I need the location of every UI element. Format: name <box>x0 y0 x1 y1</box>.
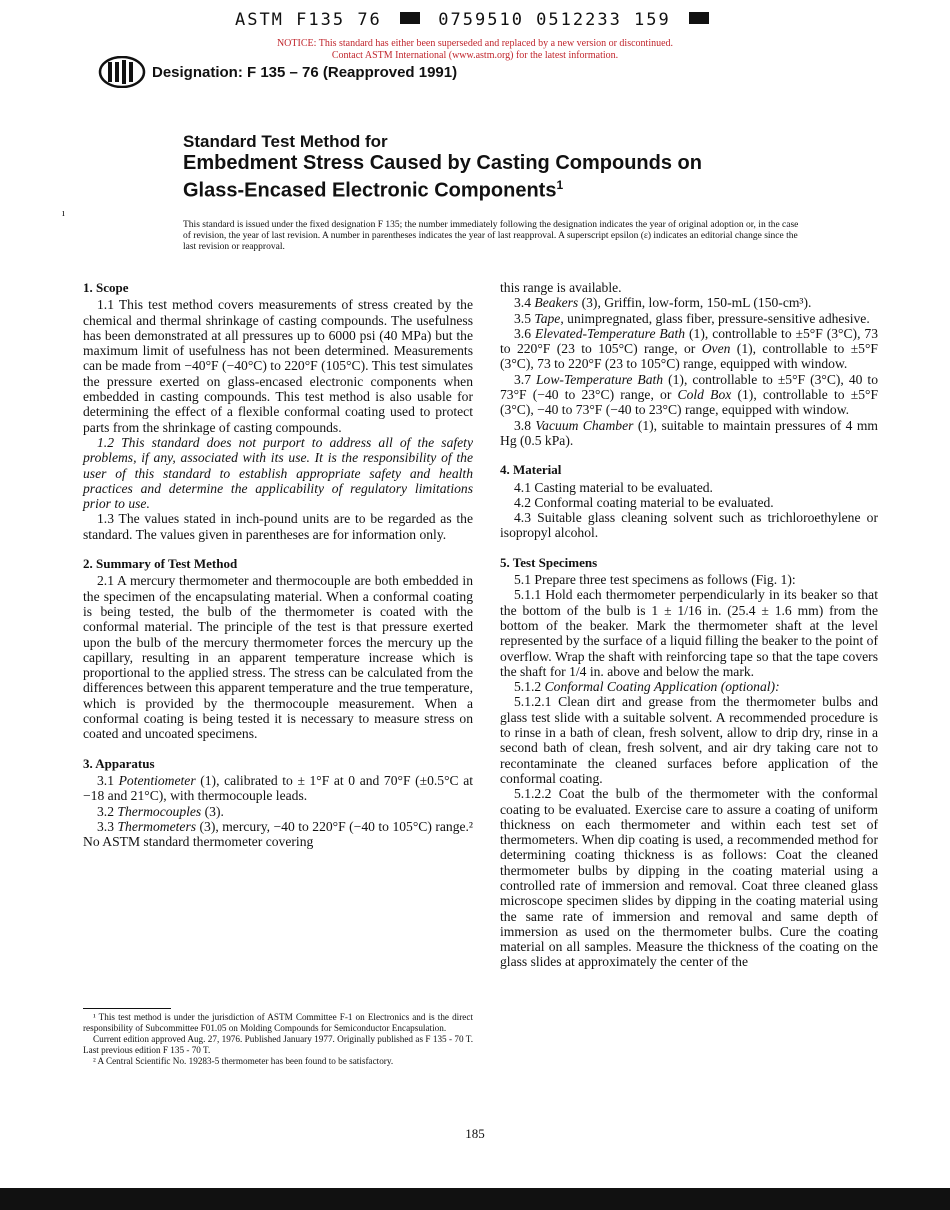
paragraph-3-5: 3.5 Tape, unimpregnated, glass fiber, pressure-sensitive adhesive. <box>514 310 870 326</box>
left-column <box>83 280 473 1110</box>
paragraph-5-1: 5.1 Prepare three test specimens as follows (Fig. 1): <box>514 572 796 588</box>
document-title <box>183 132 883 202</box>
paragraph-1-2: 1.2 This standard does not purport to address all of the safety problems, if any, associated with its use. It is the responsibility of the user of this standard to establish appropriate safety and health practices and determine the applicability of regulatory limitations prior to use. <box>83 434 473 512</box>
title-prefix: Standard Test Method for <box>183 132 388 151</box>
right-column <box>500 280 878 970</box>
paragraph-3-3: 3.3 Thermometers (3), mercury, −40 to 220°F (−40 to 105°C) range.² No ASTM standard thermometer covering <box>83 818 474 850</box>
scan-bottom-edge <box>0 1188 950 1210</box>
paragraph-1-1: 1.1 This test method covers measurements of stress created by the chemical and thermal shrinkage of casting compounds. The usefulness has been demonstrated at all pressures up to 6000 psi (40 MPa) but the maximum limit of usefulness has not been determined. Measurements can be made from −40°F (−40°C) to 220°F (105°C). This test simulates the pressure exerted on glass-encased electronic components when embedded in casting compounds. This test method is also usable for determining the effect of a flexible conformal coating used to protect parts from the shrinkage of casting compounds. <box>83 297 473 435</box>
section-heading-material: 4. Material <box>500 462 562 478</box>
designation: Designation: F 135 – 76 (Reapproved 1991) <box>152 64 458 81</box>
footnote: ² A Central Scientific No. 19283-5 thermometer has been found to be satisfactory. <box>93 1056 394 1066</box>
astm-logo <box>98 56 146 88</box>
footnotes <box>83 1008 473 1067</box>
paragraph-3-8: 3.8 Vacuum Chamber (1), suitable to maintain pressures of 4 mm Hg (0.5 kPa). <box>500 417 879 448</box>
paragraph-5-1-2-1: 5.1.2.1 Clean dirt and grease from the thermometer bulbs and glass test slide with a suitable solvent. A recommended procedure is to rinse in a bath of clean, fresh solvent, allow to drip dry, rinse in a second bath of clean, fresh solvent, and air dry taking care not to recontaminate the cleaned surfaces before application of the conformal coating. <box>500 694 878 786</box>
document-code-part1: ASTM F135 76 <box>234 10 382 30</box>
issuance-note: This standard is issued under the fixed designation F 135; the number immediately following the designation indicates the year of original adoption or, in the case of revision, the year of last revision. A number in parentheses indicates the year of last reapproval. A superscript epsilon (ε) indicates an editorial change since the last revision or reapproval. <box>183 220 799 252</box>
footnote: ¹ This test method is under the jurisdiction of ASTM Committee F-1 on Electronics and is the direct responsibility of Subcommittee F01.05 on Molding Compounds for Semiconductor Encapsulation. <box>83 1012 473 1033</box>
paragraph-4-2: 4.2 Conformal coating material to be evaluated. <box>514 494 774 510</box>
section-heading-summary: 2. Summary of Test Method <box>83 556 238 572</box>
page-number: 185 <box>465 1126 485 1141</box>
paragraph-5-1-2: 5.1.2 Conformal Coating Application (optional): <box>514 679 780 695</box>
paragraph-5-1-2-2: 5.1.2.2 Coat the bulb of the thermometer with the conformal coating to be evaluated. Exercise care to assure a coating of uniform thickness on each thermometer and within each test set of thermometers. When dip coating is used, a recommended method for determining coating thickness is as follows: Coat the cleaned thermometer bulbs by dipping in the coating material using a controlled rate of immersion and removal. Coat three cleaned glass microscope specimen slides by dipping in the coating material using the same rate of immersion and removal and same depth of immersion as used on the thermometer bulbs. Cure the coating material on all samples. Measure the thickness of the coating on the glass slides at approximately the center of the <box>500 786 878 970</box>
paragraph-4-1: 4.1 Casting material to be evaluated. <box>514 479 713 495</box>
paragraph-3-1: 3.1 Potentiometer (1), calibrated to ± 1°F at 0 and 70°F (±0.5°C at −18 and 21°C), with thermocouple leads. <box>83 772 474 804</box>
title-line: Embedment Stress Caused by Casting Compounds on <box>183 152 702 174</box>
notice-line: NOTICE: This standard has either been superseded and replaced by a new version or discontinued. <box>276 38 674 49</box>
redaction-block <box>689 12 709 24</box>
section-heading-specimens: 5. Test Specimens <box>500 554 598 570</box>
paragraph-continuation: this range is available. <box>500 280 622 295</box>
paragraph-2-1: 2.1 A mercury thermometer and thermocouple are both embedded in the specimen of the encapsulating material. When a conformal coating is being tested, the bulb of the thermometer is coated with the conformal material. The principle of the test is that pressure exerted upon the bulb of the mercury thermometer forces the mercury up the capillary, resulting in an apparent temperature increase which is proportional to the applied stress. The stress can be calculated from the differences between this apparent temperature and the true temperature, which is provided by the thermocouple measurement. When a conformal coating is being tested it is necessary to measure stress on coated and uncoated specimens. <box>83 573 473 742</box>
paragraph-3-2: 3.2 Thermocouples (3). <box>97 803 224 819</box>
paragraph-5-1-1: 5.1.1 Hold each thermometer perpendicularly in its beaker so that the bottom of the bulb is 1 ± 1/16 in. (25.4 ± 1.6 mm) from the bottom of the beaker. Mark the thermometer shaft at the level represented by the surface of a liquid filling the beaker to the point of overflow. Wrap the shaft with reinforcing tape so that the tape covers the shaft for 1/4 in. above and below the mark. <box>500 587 878 679</box>
paragraph-4-3: 4.3 Suitable glass cleaning solvent such as trichloroethylene or isopropyl alcohol. <box>500 510 878 541</box>
footnote: Current edition approved Aug. 27, 1976. Published January 1977. Originally published as F 135 - 70 T. Last previous edition F 135 - 70 T. <box>83 1034 473 1055</box>
document-code-header <box>0 10 950 30</box>
paragraph-3-4: 3.4 Beakers (3), Griffin, low-form, 150-mL (150-cm³). <box>514 295 812 311</box>
notice-line: Contact ASTM International (www.astm.org) for the latest information. <box>331 50 619 61</box>
title-footnote-ref: 1 <box>556 178 564 192</box>
section-heading-scope: 1. Scope <box>83 280 129 295</box>
title-line-last <box>183 174 883 202</box>
paragraph-3-6: 3.6 Elevated-Temperature Bath (1), controllable to ±5°F (3°C), 73 to 220°F (23 to 105°C) range, or Oven (1), controllable to ±5°F (3°C), 73 to 220°F (23 to 105°C) range, equipped with window. <box>500 325 879 372</box>
title-line: Glass-Encased Electronic Components <box>183 179 557 202</box>
footnote-rule <box>83 1008 171 1009</box>
section-heading-apparatus: 3. Apparatus <box>83 755 155 771</box>
paragraph-1-3: 1.3 The values stated in inch-pound units are to be regarded as the standard. The values given in parentheses are for information only. <box>83 511 473 542</box>
paragraph-3-7: 3.7 Low-Temperature Bath (1), controllable to ±5°F (3°C), 40 to 73°F (−40 to 23°C) range, or Cold Box (1), controllable to ±5°F (3°C), −40 to 73°F (−40 to 23°C) range, equipped with window. <box>500 371 879 418</box>
margin-mark: ı <box>62 208 65 219</box>
document-code-part2: 0759510 0512233 159 <box>438 10 671 30</box>
redaction-block <box>400 12 420 24</box>
